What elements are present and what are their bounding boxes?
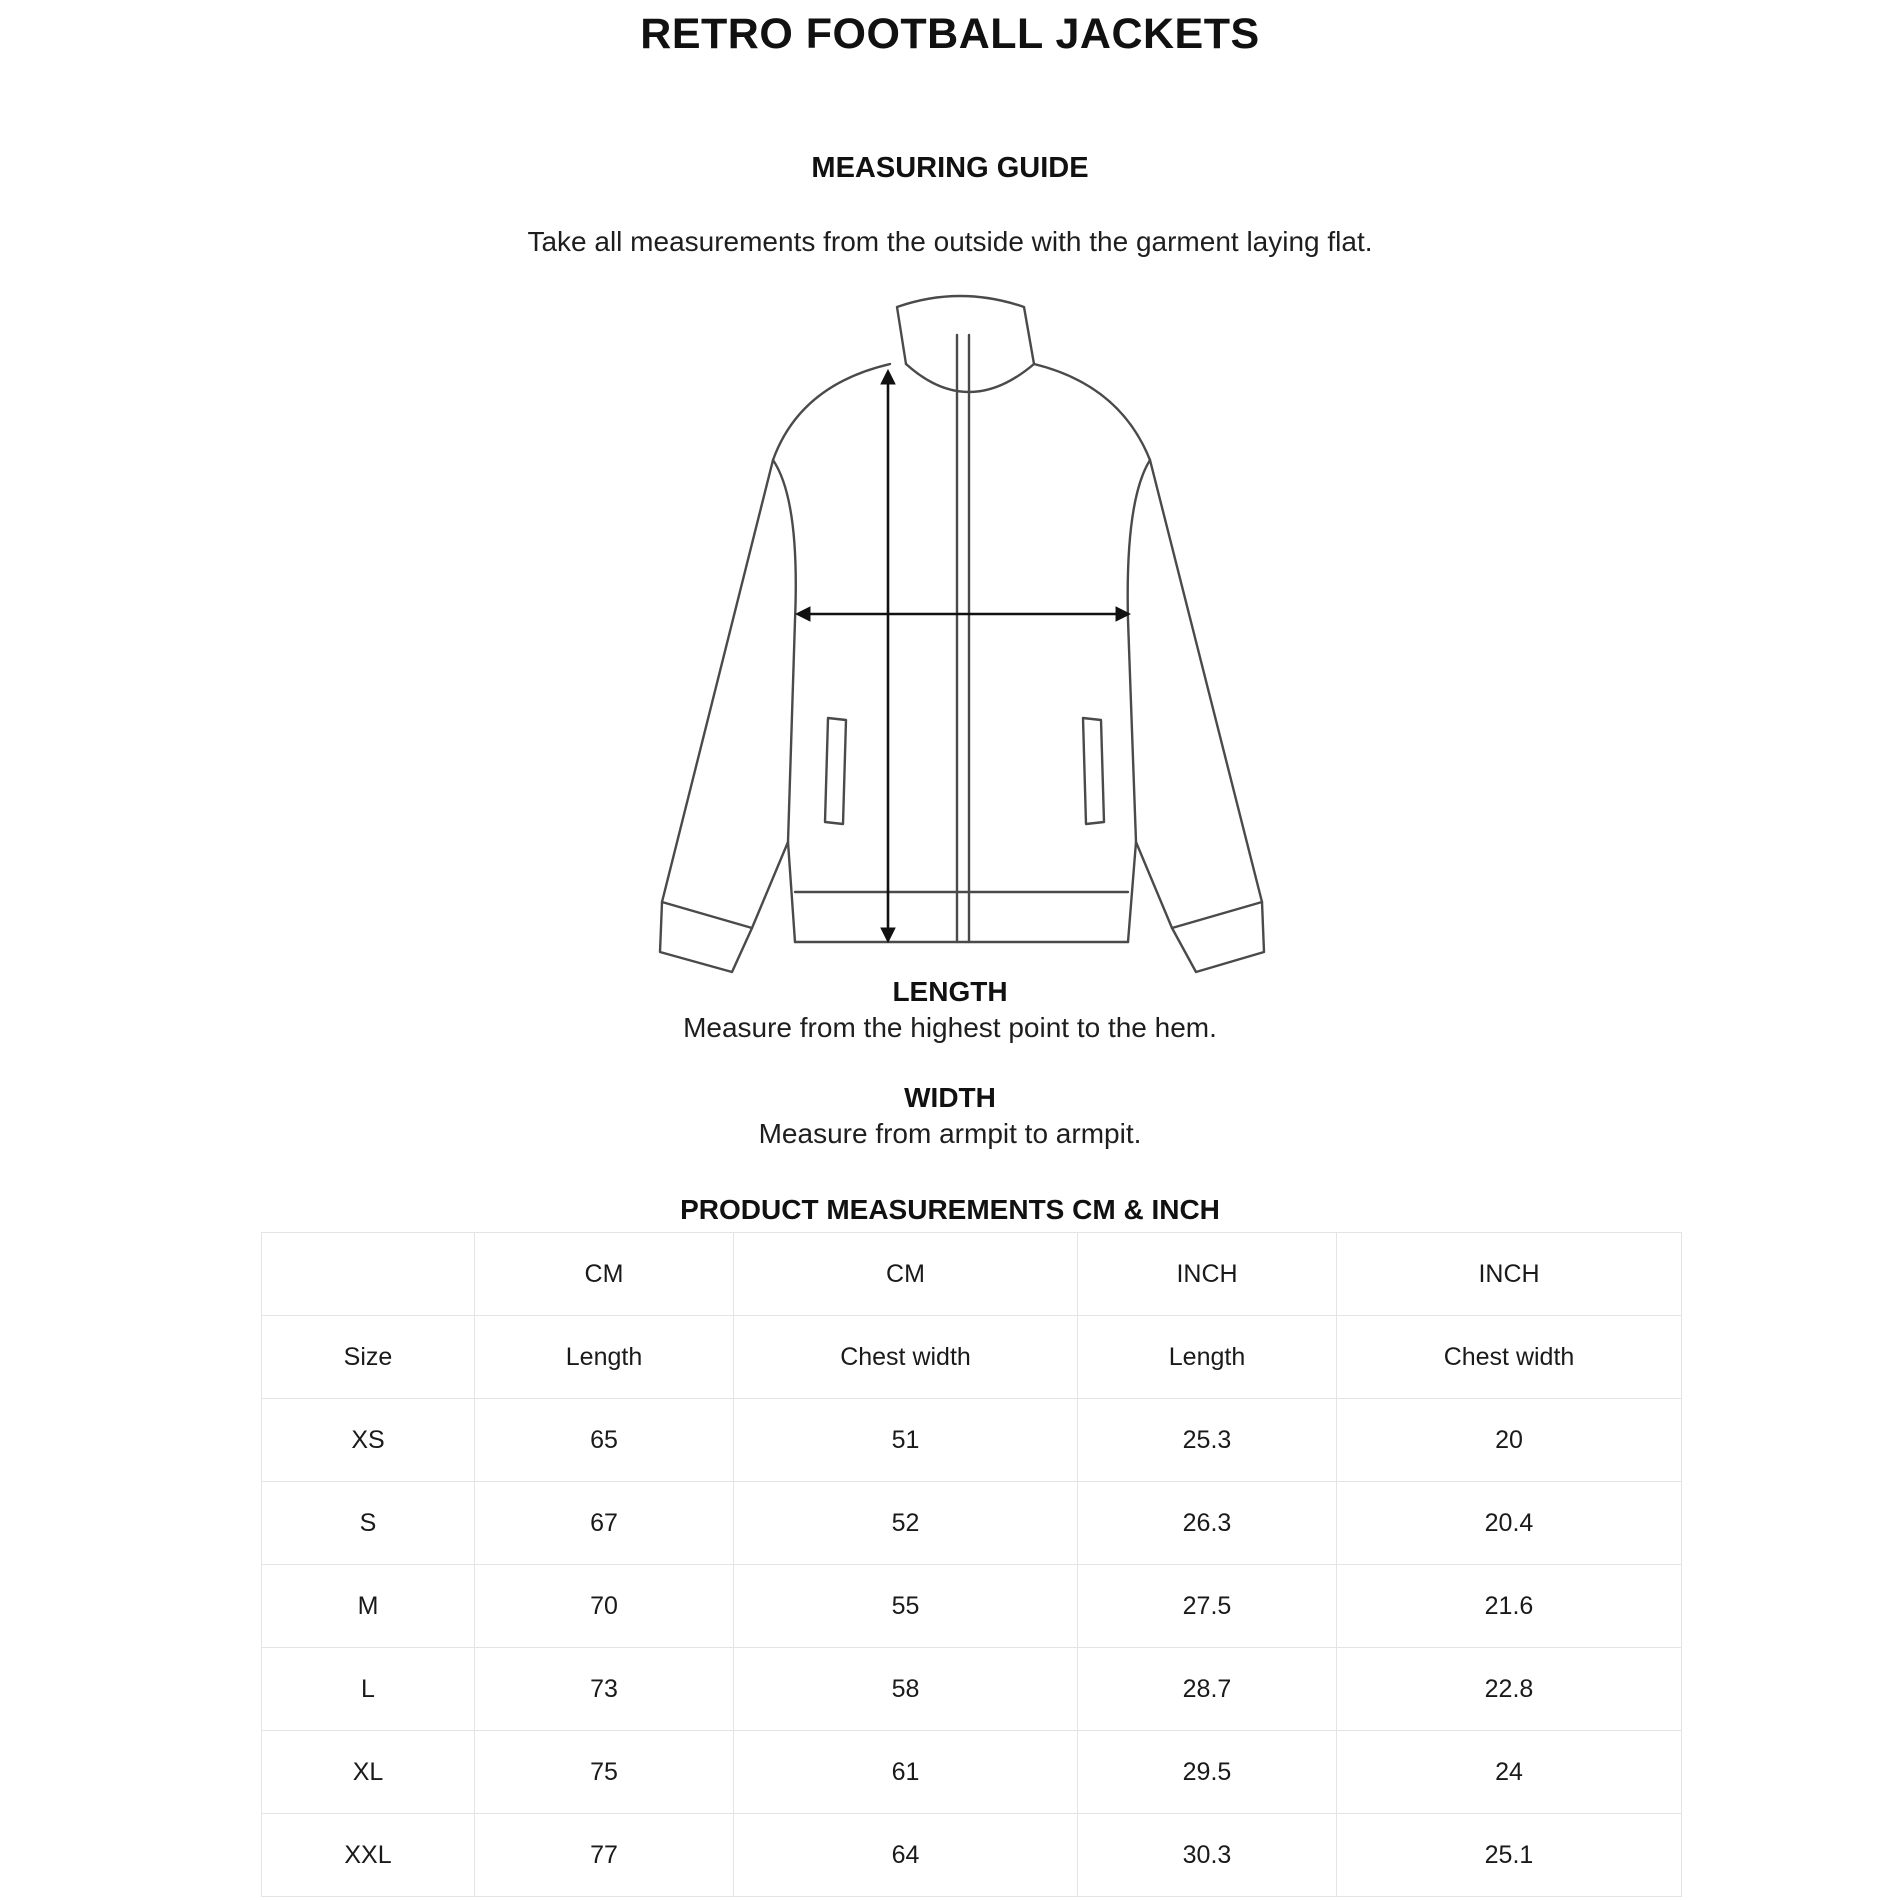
size-chart-table: [261, 1232, 1682, 1897]
column-header: Length: [475, 1316, 734, 1399]
table-cell: 52: [734, 1482, 1078, 1565]
unit-cell: CM: [734, 1233, 1078, 1316]
page-title: RETRO FOOTBALL JACKETS: [640, 10, 1260, 58]
table-cell: 64: [734, 1814, 1078, 1897]
table-cell: 26.3: [1078, 1482, 1337, 1565]
size-cell: XS: [262, 1399, 475, 1482]
table-row: [262, 1731, 1682, 1814]
table-cell: 29.5: [1078, 1731, 1337, 1814]
table-cell: 67: [475, 1482, 734, 1565]
measurements-table-title: PRODUCT MEASUREMENTS CM & INCH: [680, 1194, 1220, 1225]
jacket-diagram: [600, 290, 1300, 990]
table-cell: 77: [475, 1814, 734, 1897]
column-header: Size: [262, 1316, 475, 1399]
table-row: [262, 1648, 1682, 1731]
table-cell: 27.5: [1078, 1565, 1337, 1648]
size-cell: S: [262, 1482, 475, 1565]
table-cell: 28.7: [1078, 1648, 1337, 1731]
width-description: Measure from armpit to armpit.: [758, 1118, 1142, 1149]
column-header: Chest width: [734, 1316, 1078, 1399]
table-cell: 20: [1337, 1399, 1682, 1482]
table-cell: 70: [475, 1565, 734, 1648]
table-row: [262, 1814, 1682, 1897]
length-heading: LENGTH: [892, 976, 1008, 1007]
size-cell: XL: [262, 1731, 475, 1814]
unit-cell: INCH: [1337, 1233, 1682, 1316]
table-cell: 58: [734, 1648, 1078, 1731]
column-header: Chest width: [1337, 1316, 1682, 1399]
table-cell: 24: [1337, 1731, 1682, 1814]
unit-cell: CM: [475, 1233, 734, 1316]
table-row: [262, 1399, 1682, 1482]
measuring-guide-title: MEASURING GUIDE: [811, 152, 1089, 184]
table-cell: 21.6: [1337, 1565, 1682, 1648]
table-cell: 25.3: [1078, 1399, 1337, 1482]
unit-cell: INCH: [1078, 1233, 1337, 1316]
column-header: Length: [1078, 1316, 1337, 1399]
unit-row: [262, 1233, 1682, 1316]
table-cell: 30.3: [1078, 1814, 1337, 1897]
table-cell: 22.8: [1337, 1648, 1682, 1731]
width-heading: WIDTH: [904, 1082, 996, 1113]
measuring-instructions: Take all measurements from the outside with the garment laying flat.: [527, 226, 1373, 257]
table-cell: 73: [475, 1648, 734, 1731]
table-cell: 61: [734, 1731, 1078, 1814]
table-cell: 25.1: [1337, 1814, 1682, 1897]
table-cell: 55: [734, 1565, 1078, 1648]
table-row: [262, 1482, 1682, 1565]
length-description: Measure from the highest point to the hem.: [683, 1012, 1217, 1043]
jacket-outline-icon: [660, 296, 1264, 972]
size-cell: L: [262, 1648, 475, 1731]
table-cell: 51: [734, 1399, 1078, 1482]
unit-cell: [262, 1233, 475, 1316]
size-cell: XXL: [262, 1814, 475, 1897]
size-cell: M: [262, 1565, 475, 1648]
table-cell: 65: [475, 1399, 734, 1482]
table-cell: 20.4: [1337, 1482, 1682, 1565]
header-row: [262, 1316, 1682, 1399]
table-cell: 75: [475, 1731, 734, 1814]
table-row: [262, 1565, 1682, 1648]
